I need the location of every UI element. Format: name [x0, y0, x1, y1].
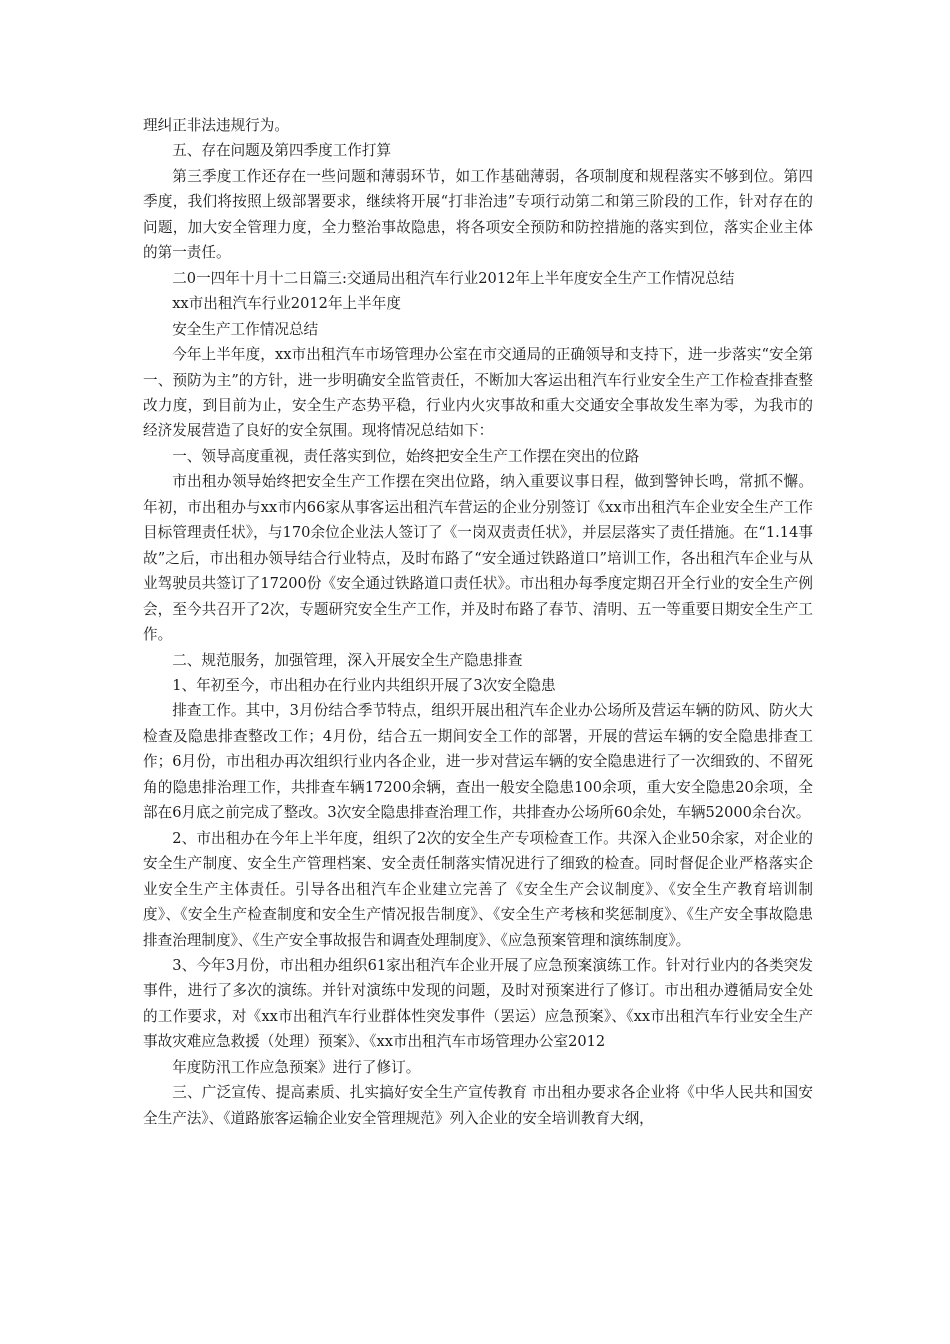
paragraph: 理纠正非法违规行为。 — [143, 117, 289, 134]
section-heading: 一、领导高度重视，责任落实到位，始终把安全生产工作摆在突出的位路 — [172, 447, 640, 465]
section-heading: 三、广泛宣传、提高素质、扎实搞好安全生产宣传教育 市出租办要求各企业将《中华人民共和国安全生产法》、《道路旅客运输企业安全管理规范》列入企业的安全培训教育大纲， — [143, 1084, 813, 1127]
section-heading: 五、存在问题及第四季度工作打算 — [172, 142, 392, 160]
paragraph: 今年上半年度，xx市出租汽车市场管理办公室在市交通局的正确领导和支持下，进一步落实“安全第一、预防为主”的方针，进一步明确安全监管责任，不断加大客运出租汽车行业安全生产工作检查排查整改力度，到目前为止，安全生产态势平稳，行业内火灾事故和重大交通安全事故发生率为零，为我市的经济发展营造了良好的安全氛围。现将情况总结如下： — [143, 346, 813, 440]
section-heading: 二、规范服务，加强管理，深入开展安全生产隐患排查 — [172, 651, 523, 669]
paragraph: 二0一四年十月十二日篇三:交通局出租汽车行业2012年上半年度安全生产工作情况总结 — [172, 269, 735, 287]
document-title-line: 安全生产工作情况总结 — [172, 320, 319, 338]
paragraph: 2、市出租办在今年上半年度，组织了2次的安全生产专项检查工作。共深入企业50余家，对企业的安全生产制度、安全生产管理档案、安全责任制落实情况进行了细致的检查。同时督促企业严格落实企业安全生产主体责任。引导各出租汽车企业建立完善了《安全生产会议制度》、《安全生产教育培训制度》、《安全生产检查制度和安全生产情况报告制度》、《安全生产考核和奖惩制度》、《生产安全事故隐患排查治理制度》、《生产安全事故报告和调查处理制度》、《应急预案管理和演练制度》。 — [143, 829, 813, 949]
paragraph: 市出租办领导始终把安全生产工作摆在突出位路，纳入重要议事日程，做到警钟长鸣，常抓不懈。年初，市出租办与xx市内66家从事客运出租汽车营运的企业分别签订《xx市出租汽车企业安全生产工作目标管理责任状》，与170余位企业法人签订了《一岗双责责任状》，并层层落实了责任措施。在“1.14事故”之后，市出租办领导结合行业特点，及时布路了“安全通过铁路道口”培训工作，各出租汽车企业与从业驾驶员共签订了17200份《安全通过铁路道口责任状》。市出租办每季度定期召开全行业的安全生产例会，至今共召开了2次，专题研究安全生产工作，并及时布路了春节、清明、五一等重要日期安全生产工作。 — [143, 473, 813, 644]
paragraph: 排查工作。其中，3月份结合季节特点，组织开展出租汽车企业办公场所及营运车辆的防风、防火大检查及隐患排查整改工作；4月份，结合五一期间安全工作的部署，开展的营运车辆的安全隐患排查工作；6月份，市出租办再次组织行业内各企业，进一步对营运车辆的安全隐患进行了一次细致的、不留死角的隐患排治理工作，共排查车辆17200余辆，查出一般安全隐患100余项，重大安全隐患20余项，全部在6月底之前完成了整改。3次安全隐患排查治理工作，共排查办公场所60余处，车辆52000余台次。 — [143, 702, 813, 822]
paragraph: 3、今年3月份，市出租办组织61家出租汽车企业开展了应急预案演练工作。针对行业内的各类突发事件，进行了多次的演练。并针对演练中发现的问题，及时对预案进行了修订。市出租办遵循局安全处的工作要求，对《xx市出租汽车行业群体性突发事件（罢运）应急预案》、《xx市出租汽车行业安全生产事故灾难应急救援（处理）预案》、《xx市出租汽车市场管理办公室2012 — [143, 956, 813, 1051]
document-body — [143, 113, 813, 1131]
paragraph: 1、年初至今，市出租办在行业内共组织开展了3次安全隐患 — [172, 676, 556, 694]
paragraph: 第三季度工作还存在一些问题和薄弱环节，如工作基础薄弱，各项制度和规程落实不够到位。第四季度，我们将按照上级部署要求，继续将开展“打非治违”专项行动第二和第三阶段的工作，针对存在的问题，加大安全管理力度，全力整治事故隐患，将各项安全预防和防控措施的落实到位，落实企业主体的第一责任。 — [143, 167, 813, 262]
document-title-line: xx市出租汽车行业2012年上半年度 — [172, 295, 401, 313]
paragraph: 年度防汛工作应急预案》进行了修订。 — [172, 1058, 421, 1076]
